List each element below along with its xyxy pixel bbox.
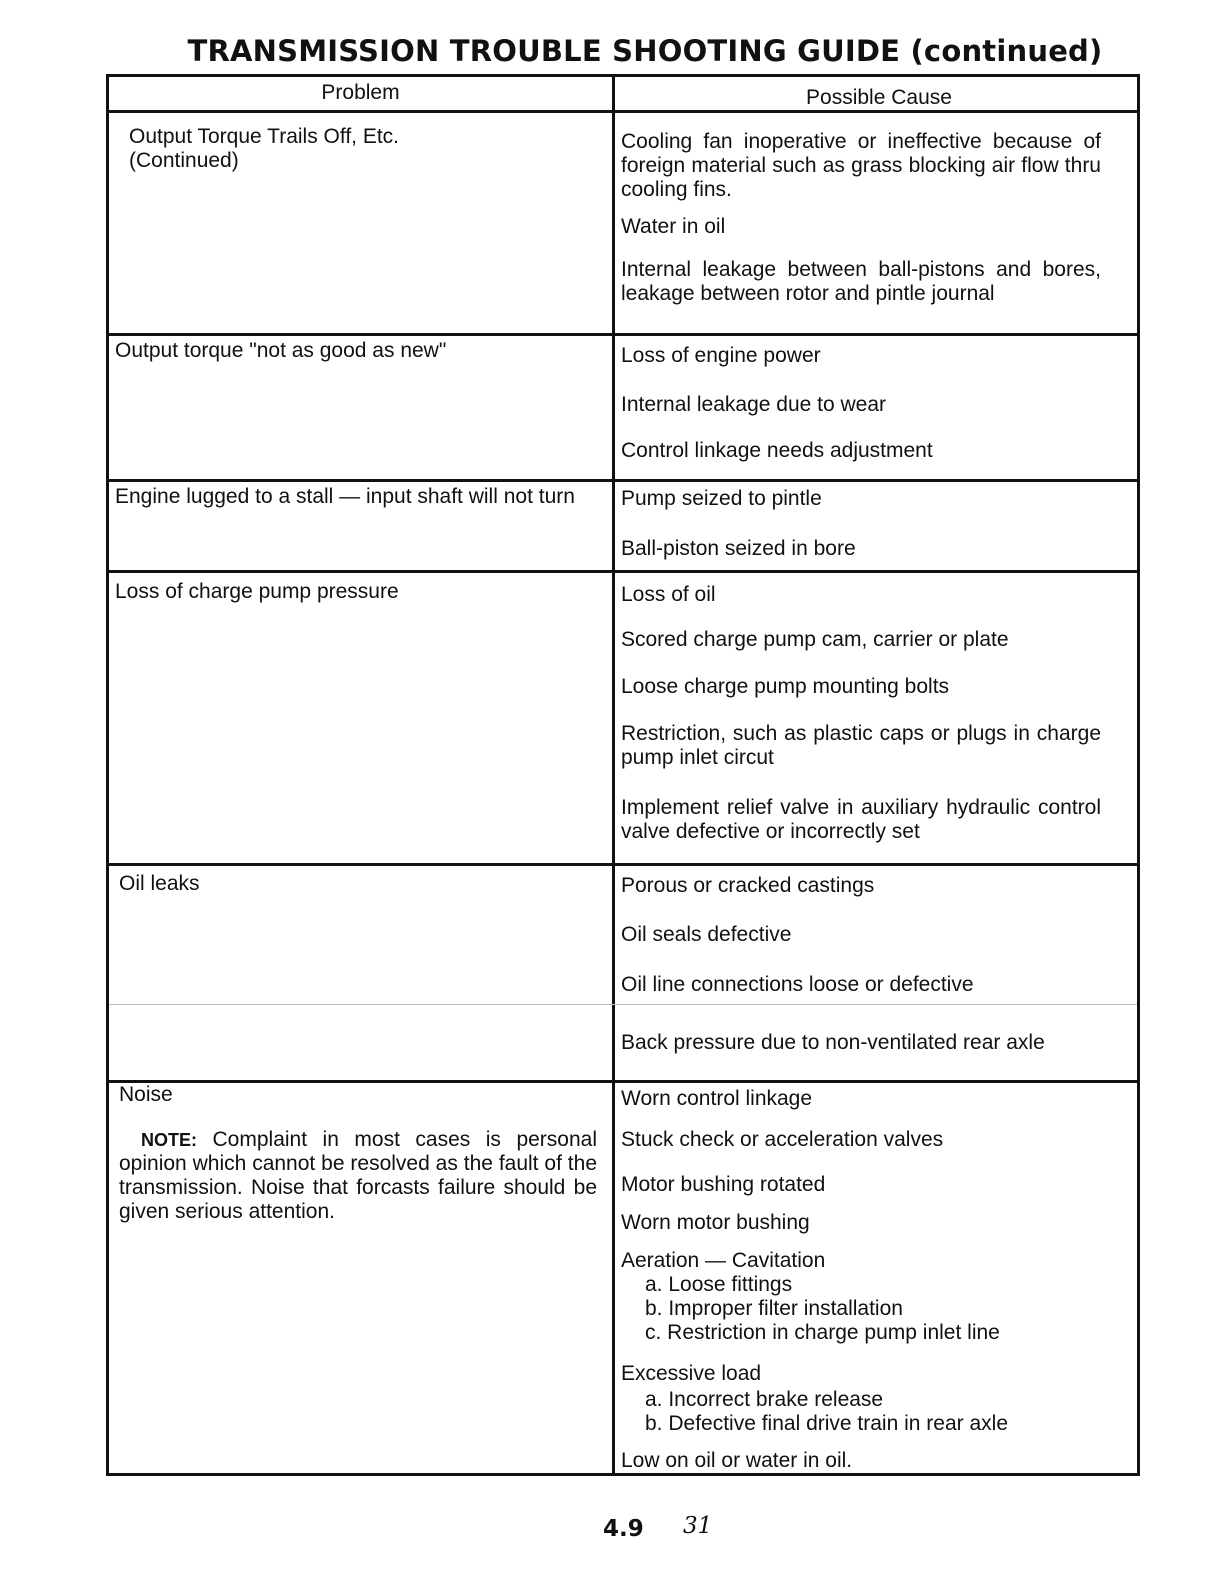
cause-item: Oil line connections loose or defective — [621, 973, 974, 996]
note-block — [119, 1128, 597, 1224]
cause-item: Implement relief valve in auxiliary hydraulic control valve defective or incorrectly set — [621, 796, 1101, 843]
cause-subitem: c. Restriction in charge pump inlet line — [645, 1321, 1000, 1344]
cause-item: Scored charge pump cam, carrier or plate — [621, 628, 1009, 651]
cause-item: Loss of engine power — [621, 344, 821, 367]
cause-subitem: b. Defective final drive train in rear axle — [645, 1412, 1008, 1435]
note-label: NOTE: — [141, 1130, 197, 1150]
cause-item: Porous or cracked castings — [621, 874, 875, 897]
problem-text: Noise — [119, 1083, 173, 1106]
cause-item: Excessive load — [621, 1362, 762, 1385]
cause-item: Water in oil — [621, 215, 726, 238]
cause-item: Worn motor bushing — [621, 1211, 810, 1234]
cause-item: Loss of oil — [621, 583, 716, 606]
problem-text: Output Torque Trails Off, Etc. — [129, 125, 400, 148]
cause-item: Internal leakage between ball-pistons and bores, leakage between rotor and pintle journal — [621, 258, 1101, 305]
troubleshooting-table — [106, 74, 1140, 1476]
row-divider — [109, 333, 1137, 336]
cause-item: Oil seals defective — [621, 923, 792, 946]
problem-continued: (Continued) — [129, 149, 239, 172]
problem-header: Problem — [321, 81, 400, 104]
note-text: Complaint in most cases is personal opinion which cannot be resolved as the fault of the transmission. Noise that forcasts failure should be given serious attention. — [119, 1128, 597, 1223]
header-divider — [109, 110, 1137, 113]
cause-subitem: a. Incorrect brake release — [645, 1388, 884, 1411]
cause-subitem: a. Loose fittings — [645, 1273, 793, 1296]
cause-item: Stuck check or acceleration valves — [621, 1128, 944, 1151]
cause-item: Aeration — Cavitation — [621, 1249, 826, 1272]
problem-text: Loss of charge pump pressure — [115, 580, 399, 603]
row-divider — [109, 570, 1137, 573]
problem-text: Oil leaks — [119, 872, 200, 895]
cause-item: Cooling fan inoperative or ineffective because of foreign material such as grass blocking air flow thru cooling fins. — [621, 130, 1101, 201]
page-number: 31 — [683, 1513, 713, 1539]
cause-item: Motor bushing rotated — [621, 1173, 826, 1196]
cause-item: Internal leakage due to wear — [621, 393, 887, 416]
row-divider — [109, 479, 1137, 482]
cause-item: Ball-piston seized in bore — [621, 537, 856, 560]
cause-item: Worn control linkage — [621, 1087, 813, 1110]
cause-item: Restriction, such as plastic caps or plugs in charge pump inlet circut — [621, 722, 1101, 769]
section-number: 4.9 — [603, 1516, 644, 1542]
cause-subitem: b. Improper filter installation — [645, 1297, 903, 1320]
problem-text: Engine lugged to a stall — input shaft will not turn — [115, 485, 575, 508]
cause-item: Control linkage needs adjustment — [621, 439, 933, 462]
cause-item: Loose charge pump mounting bolts — [621, 675, 950, 698]
row-divider — [109, 863, 1137, 866]
faint-divider — [109, 1004, 1137, 1005]
cause-item: Low on oil or water in oil. — [621, 1449, 853, 1472]
page-title: TRANSMISSION TROUBLE SHOOTING GUIDE (continued) — [187, 34, 1103, 68]
column-divider — [612, 77, 615, 1473]
cause-item: Back pressure due to non-ventilated rear axle — [621, 1031, 1045, 1054]
cause-item: Pump seized to pintle — [621, 487, 822, 510]
problem-text: Output torque "not as good as new" — [115, 339, 447, 362]
cause-header: Possible Cause — [806, 86, 952, 109]
problem-cell — [129, 125, 614, 173]
